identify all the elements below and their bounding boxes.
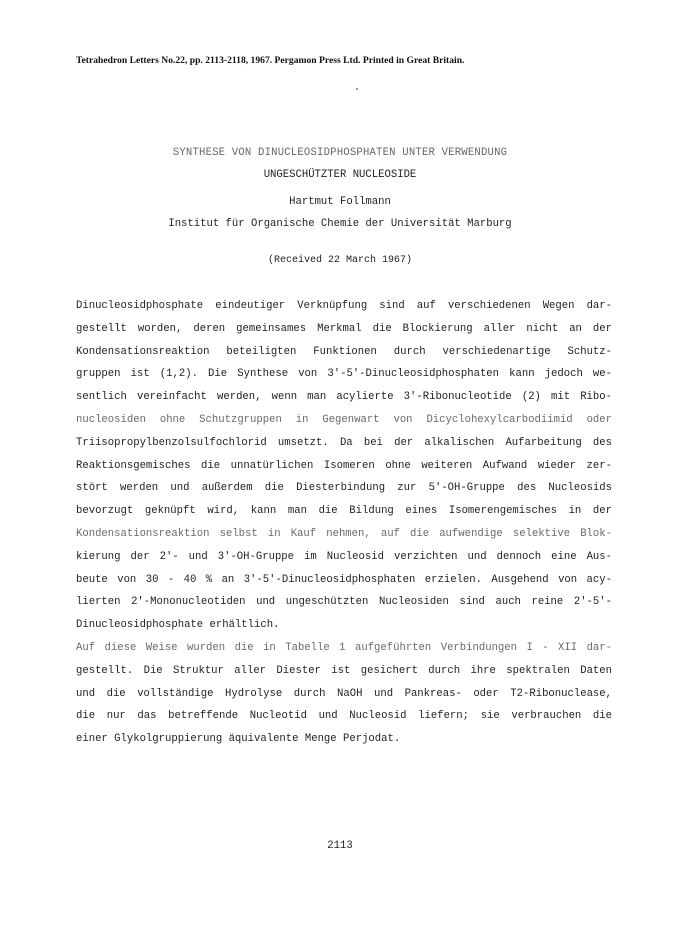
text-line: einer Glykolgruppierung äquivalente Menge Perjodat. (76, 733, 401, 746)
text-line: beute von 30 - 40 % an 3'-5'-Dinucleosidphosphaten erzielen. Ausgehend von acy- (76, 573, 612, 586)
text-line: und die vollständige Hydrolyse durch NaOH und Pankreas- oder T2-Ribonuclease, (76, 687, 612, 700)
text-line: kierung der 2'- und 3'-OH-Gruppe im Nucleosid verzichten und dennoch eine Aus- (76, 550, 612, 563)
text-line: lierten 2'-Mononucleotiden und ungeschützten Nucleosiden sind auch reine 2'-5'- (76, 596, 612, 609)
institution: Institut für Organische Chemie der Universität Marburg (168, 218, 512, 230)
title-line-1: SYNTHESE VON DINUCLEOSIDPHOSPHATEN UNTER VERWENDUNG (172, 147, 508, 159)
paragraph-2 (76, 637, 612, 751)
text-line: stört werden und außerdem die Diesterbindung zur 5'-OH-Gruppe des Nucleosids (76, 482, 612, 495)
text-line: Dinucleosidphosphate eindeutiger Verknüpfung sind auf verschiedenen Wegen dar- (76, 300, 612, 312)
speck (356, 88, 358, 90)
text-line: gestellt. Die Struktur aller Diester ist gesichert durch ihre spektralen Daten (76, 664, 612, 677)
text-line: gestellt worden, deren gemeinsames Merkmal die Blockierung aller nicht an der (76, 322, 612, 335)
text-line: Reaktionsgemisches die unnatürlichen Isomeren ohne weiteren Aufwand wieder zer- (76, 459, 612, 472)
paragraph-1 (76, 295, 612, 637)
text-line: Triisopropylbenzolsulfochlorid umsetzt. Da bei der alkalischen Aufarbeitung des (76, 436, 612, 449)
text-line: Dinucleosidphosphate erhältlich. (76, 619, 280, 632)
text-line: Kondensationsreaktion beteiligten Funktionen durch verschiedenartige Schutz- (76, 345, 612, 358)
received-date: (Received 22 March 1967) (267, 255, 413, 266)
text-line: Auf diese Weise wurden die in Tabelle 1 aufgeführten Verbindungen I - XII dar- (76, 642, 612, 654)
text-line: Kondensationsreaktion selbst in Kauf nehmen, auf die aufwendige selektive Blok- (76, 527, 612, 540)
text-line: sentlich vereinfacht werden, wenn man acylierte 3'-Ribonucleotide (2) mit Ribo- (76, 391, 612, 404)
author: Hartmut Follmann (289, 196, 391, 208)
text-line: nucleosiden ohne Schutzgruppen in Gegenwart von Dicyclohexylcarbodiimid oder (76, 413, 612, 426)
journal-citation-header: Tetrahedron Letters No.22, pp. 2113-2118, 1967. Pergamon Press Ltd. Printed in Great Britain. (76, 55, 465, 66)
text-line: die nur das betreffende Nucleotid und Nucleosid liefern; sie verbrauchen die (76, 710, 612, 723)
title-line-2: UNGESCHÜTZTER NUCLEOSIDE (263, 169, 417, 181)
page-number: 2113 (327, 840, 353, 852)
text-line: bevorzugt geknüpft wird, kann man die Bildung eines Isomerengemisches in der (76, 505, 612, 518)
text-line: gruppen ist (1,2). Die Synthese von 3'-5'-Dinucleosidphosphaten kann jedoch we- (76, 368, 612, 381)
